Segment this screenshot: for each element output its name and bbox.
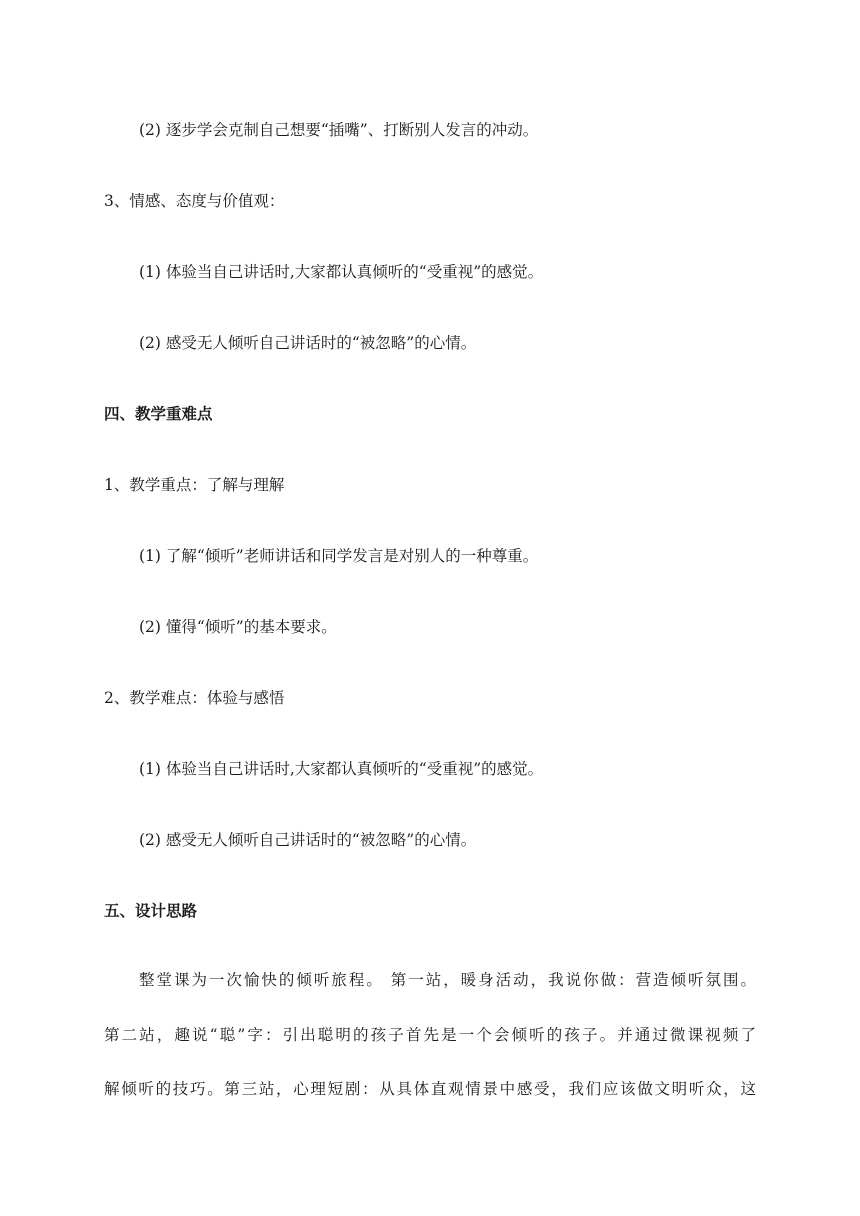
difficulty-item: (1) 体验当自己讲话时,大家都认真倾听的“受重视”的感觉。	[139, 760, 544, 778]
section-title-key-points: 四、教学重难点	[104, 405, 213, 423]
subsection-heading-difficulty: 2、教学难点：体验与感悟	[104, 689, 285, 707]
objective-item: (2) 逐步学会克制自己想要“插嘴”、打断别人发言的冲动。	[139, 121, 539, 139]
paragraph-line: 解倾听的技巧。第三站，心理短剧：从具体直观情景中感受，我们应该做文明听众，这	[104, 1080, 756, 1098]
objective-item: (2) 感受无人倾听自己讲话时的“被忽略”的心情。	[139, 334, 477, 352]
section-heading-emotion: 3、情感、态度与价值观：	[104, 192, 285, 210]
subsection-heading-focus: 1、教学重点：了解与理解	[104, 476, 285, 494]
section-title-design: 五、设计思路	[104, 902, 198, 920]
paragraph-line: 整堂课为一次愉快的倾听旅程。 第一站，暖身活动，我说你做：营造倾听氛围。	[104, 971, 756, 989]
paragraph-line: 第二站，趣说“聪”字：引出聪明的孩子首先是一个会倾听的孩子。并通过微课视频了	[104, 1026, 756, 1044]
objective-item: (1) 体验当自己讲话时,大家都认真倾听的“受重视”的感觉。	[139, 263, 544, 281]
focus-item: (1) 了解“倾听”老师讲话和同学发言是对别人的一种尊重。	[139, 547, 539, 565]
focus-item: (2) 懂得“倾听”的基本要求。	[139, 618, 337, 636]
difficulty-item: (2) 感受无人倾听自己讲话时的“被忽略”的心情。	[139, 831, 477, 849]
